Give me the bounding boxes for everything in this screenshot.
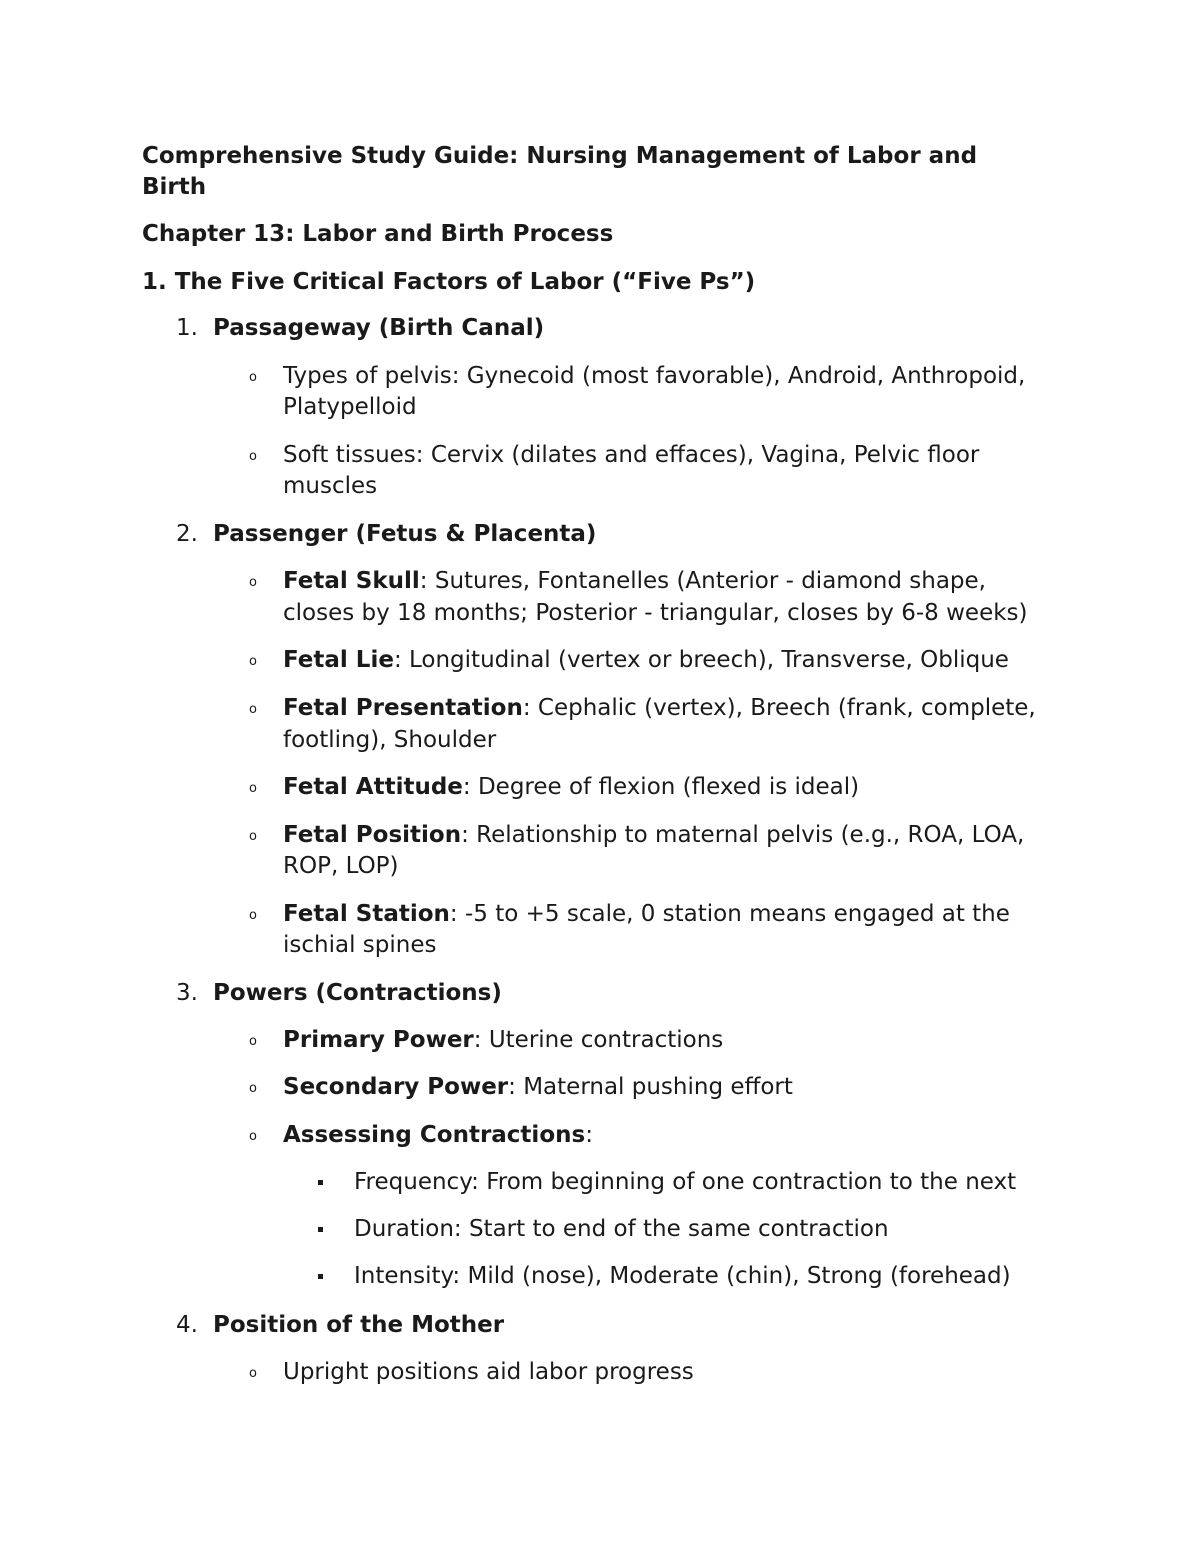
- bullet-term: Primary Power: [283, 1027, 474, 1053]
- section-heading: 1. The Five Critical Factors of Labor (“Five Ps”): [142, 269, 756, 295]
- hollow-bullet-icon: o: [249, 575, 257, 590]
- bullet-text: [283, 1024, 723, 1056]
- bullet-term: Secondary Power: [283, 1074, 509, 1100]
- square-bullet-icon: [318, 1274, 323, 1279]
- bullet-separator: :: [585, 1122, 593, 1148]
- sub-bullet-text: Duration: Start to end of the same contraction: [354, 1216, 889, 1242]
- hollow-bullet-icon: o: [249, 1366, 257, 1381]
- item-heading-passenger: Passenger (Fetus & Placenta): [213, 521, 597, 547]
- hollow-bullet-icon: o: [249, 702, 257, 717]
- bullet-text-continuation: footling), Shoulder: [283, 727, 497, 753]
- bullet-separator: :: [522, 695, 531, 721]
- bullet-description: Sutures, Fontanelles (Anterior - diamond shape,: [427, 568, 986, 594]
- bullet-term: Assessing Contractions: [283, 1122, 586, 1148]
- bullet-text: [283, 1119, 593, 1151]
- bullet-text: Upright positions aid labor progress: [283, 1359, 694, 1385]
- sub-bullet-text: Intensity: Mild (nose), Moderate (chin), Strong (forehead): [354, 1263, 1011, 1289]
- hollow-bullet-icon: o: [249, 1129, 257, 1144]
- bullet-term: Fetal Lie: [283, 647, 394, 673]
- document-title-line-2: Birth: [142, 174, 207, 200]
- bullet-text: [283, 1071, 793, 1103]
- bullet-term: Fetal Position: [283, 822, 462, 848]
- item-heading-position: Position of the Mother: [213, 1312, 505, 1338]
- item-number: 2.: [176, 521, 198, 547]
- bullet-text: Types of pelvis: Gynecoid (most favorable), Android, Anthropoid,: [283, 363, 1026, 389]
- bullet-description: Relationship to maternal pelvis (e.g., ROA, LOA,: [468, 822, 1025, 848]
- bullet-text: [283, 771, 859, 803]
- bullet-text: [283, 819, 1024, 851]
- bullet-text-continuation: ROP, LOP): [283, 853, 399, 879]
- hollow-bullet-icon: o: [249, 370, 257, 385]
- square-bullet-icon: [318, 1227, 323, 1232]
- document-title-line-1: Comprehensive Study Guide: Nursing Management of Labor and: [142, 143, 978, 169]
- hollow-bullet-icon: o: [249, 1034, 257, 1049]
- bullet-description: Maternal pushing effort: [515, 1074, 793, 1100]
- hollow-bullet-icon: o: [249, 781, 257, 796]
- bullet-text: [283, 898, 1010, 930]
- bullet-description: Cephalic (vertex), Breech (frank, complete,: [530, 695, 1036, 721]
- bullet-description: Degree of flexion (flexed is ideal): [470, 774, 860, 800]
- bullet-separator: :: [419, 568, 428, 594]
- bullet-text: [283, 565, 986, 597]
- bullet-description: Longitudinal (vertex or breech), Transverse, Oblique: [401, 647, 1009, 673]
- square-bullet-icon: [318, 1180, 323, 1185]
- bullet-text: Soft tissues: Cervix (dilates and effaces), Vagina, Pelvic floor: [283, 442, 980, 468]
- bullet-term: Fetal Attitude: [283, 774, 463, 800]
- chapter-heading: Chapter 13: Labor and Birth Process: [142, 221, 614, 247]
- bullet-text: [283, 644, 1009, 676]
- bullet-text-continuation: Platypelloid: [283, 394, 417, 420]
- bullet-separator: :: [393, 647, 402, 673]
- item-number: 1.: [176, 315, 198, 341]
- bullet-separator: :: [462, 774, 471, 800]
- bullet-separator: :: [449, 901, 458, 927]
- bullet-term: Fetal Station: [283, 901, 450, 927]
- item-heading-passageway: Passageway (Birth Canal): [213, 315, 545, 341]
- bullet-separator: :: [508, 1074, 516, 1100]
- hollow-bullet-icon: o: [249, 654, 257, 669]
- hollow-bullet-icon: o: [249, 1081, 257, 1096]
- hollow-bullet-icon: o: [249, 829, 257, 844]
- item-number: 4.: [176, 1312, 198, 1338]
- bullet-term: Fetal Presentation: [283, 695, 523, 721]
- item-number: 3.: [176, 980, 198, 1006]
- sub-bullet-text: Frequency: From beginning of one contraction to the next: [354, 1169, 1017, 1195]
- hollow-bullet-icon: o: [249, 449, 257, 464]
- bullet-separator: :: [473, 1027, 482, 1053]
- bullet-text-continuation: ischial spines: [283, 932, 437, 958]
- bullet-text-continuation: closes by 18 months; Posterior - triangular, closes by 6-8 weeks): [283, 600, 1028, 626]
- bullet-text: [283, 692, 1036, 724]
- bullet-text-continuation: muscles: [283, 473, 378, 499]
- bullet-separator: :: [461, 822, 469, 848]
- bullet-term: Fetal Skull: [283, 568, 420, 594]
- hollow-bullet-icon: o: [249, 908, 257, 923]
- bullet-description: -5 to +5 scale, 0 station means engaged at the: [457, 901, 1010, 927]
- bullet-description: Uterine contractions: [481, 1027, 724, 1053]
- item-heading-powers: Powers (Contractions): [213, 980, 502, 1006]
